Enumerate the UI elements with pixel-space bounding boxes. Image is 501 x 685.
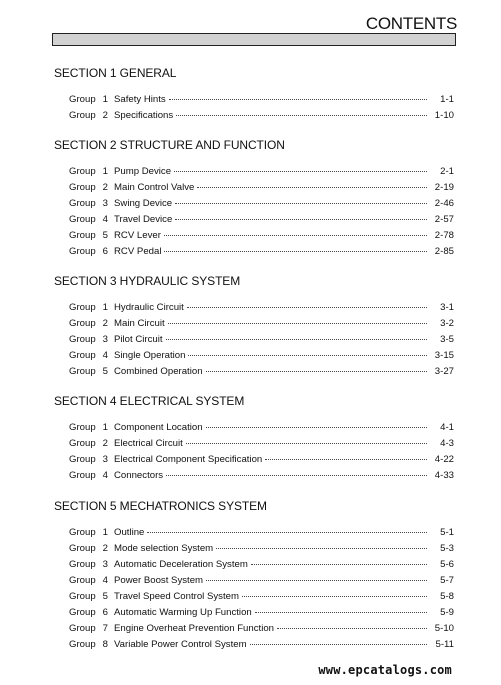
- section-heading: SECTION 2 STRUCTURE AND FUNCTION: [54, 138, 285, 152]
- page-number: 2-19: [434, 182, 454, 193]
- entry-title: Variable Power Control System: [114, 639, 247, 650]
- group-number: 1: [102, 166, 108, 177]
- entry-title: Outline: [114, 527, 145, 538]
- page-number: 2-46: [434, 198, 454, 209]
- toc-section-3: [54, 274, 454, 382]
- group-label: Group: [69, 230, 96, 241]
- toc-entry[interactable]: [54, 575, 454, 591]
- toc-entry[interactable]: [54, 607, 454, 623]
- toc-section-1: [54, 66, 454, 126]
- group-number: 2: [102, 110, 108, 121]
- entry-title: Pilot Circuit: [114, 334, 163, 345]
- toc-entry[interactable]: [54, 639, 454, 655]
- page-number: 5-9: [440, 607, 454, 618]
- title-bar: [52, 33, 456, 46]
- entry-title: Connectors: [114, 470, 164, 481]
- group-number: 3: [102, 559, 108, 570]
- dot-leader: [250, 644, 427, 645]
- page-number: 2-57: [434, 214, 454, 225]
- group-number: 6: [102, 607, 108, 618]
- entry-title: Engine Overheat Prevention Function: [114, 623, 274, 634]
- page-number: 3-5: [440, 334, 454, 345]
- toc-section-4: [54, 394, 454, 486]
- toc-entry[interactable]: [54, 318, 454, 334]
- group-number: 5: [102, 230, 108, 241]
- group-label: Group: [69, 454, 96, 465]
- group-label: Group: [69, 591, 96, 602]
- dot-leader: [175, 219, 427, 220]
- dot-leader: [166, 475, 427, 476]
- toc-entry[interactable]: [54, 366, 454, 382]
- section-heading: SECTION 5 MECHATRONICS SYSTEM: [54, 499, 267, 513]
- entry-title: RCV Lever: [114, 230, 161, 241]
- entry-title: Swing Device: [114, 198, 173, 209]
- page-number: 2-78: [434, 230, 454, 241]
- dot-leader: [175, 203, 427, 204]
- dot-leader: [216, 548, 427, 549]
- page-number: 5-8: [440, 591, 454, 602]
- page-number: 4-3: [440, 438, 454, 449]
- entry-title: Power Boost System: [114, 575, 204, 586]
- toc-entry[interactable]: [54, 623, 454, 639]
- section-heading: SECTION 3 HYDRAULIC SYSTEM: [54, 274, 241, 288]
- entry-title: Specifications: [114, 110, 174, 121]
- entry-title: Single Operation: [114, 350, 186, 361]
- page-number: 1-10: [434, 110, 454, 121]
- toc-entry[interactable]: [54, 527, 454, 543]
- page-number: 5-6: [440, 559, 454, 570]
- group-label: Group: [69, 470, 96, 481]
- group-label: Group: [69, 422, 96, 433]
- dot-leader: [164, 251, 427, 252]
- dot-leader: [186, 443, 427, 444]
- group-label: Group: [69, 182, 96, 193]
- group-label: Group: [69, 94, 96, 105]
- entry-title: RCV Pedal: [114, 246, 162, 257]
- dot-leader: [255, 612, 427, 613]
- dot-leader: [197, 187, 427, 188]
- entry-title: Automatic Warming Up Function: [114, 607, 252, 618]
- entry-title: Safety Hints: [114, 94, 166, 105]
- entry-title: Combined Operation: [114, 366, 203, 377]
- entry-title: Mode selection System: [114, 543, 214, 554]
- group-number: 1: [102, 527, 108, 538]
- toc-list: [54, 166, 454, 262]
- toc-entry[interactable]: [54, 94, 454, 110]
- page-number: 5-3: [440, 543, 454, 554]
- toc-entry[interactable]: [54, 543, 454, 559]
- group-label: Group: [69, 559, 96, 570]
- page-number: 3-1: [440, 302, 454, 313]
- page-number: 5-10: [434, 623, 454, 634]
- dot-leader: [147, 532, 427, 533]
- entry-title: Electrical Component Specification: [114, 454, 263, 465]
- dot-leader: [188, 355, 427, 356]
- group-label: Group: [69, 110, 96, 121]
- toc-entry[interactable]: [54, 166, 454, 182]
- toc-entry[interactable]: [54, 214, 454, 230]
- group-label: Group: [69, 639, 96, 650]
- toc-entry[interactable]: [54, 591, 454, 607]
- toc-section-2: [54, 138, 454, 262]
- group-label: Group: [69, 527, 96, 538]
- toc-entry[interactable]: [54, 198, 454, 214]
- dot-leader: [206, 371, 427, 372]
- group-label: Group: [69, 246, 96, 257]
- toc-list: [54, 422, 454, 486]
- page-title: CONTENTS: [365, 14, 457, 33]
- toc-section-5: [54, 499, 454, 655]
- group-label: Group: [69, 166, 96, 177]
- dot-leader: [166, 339, 427, 340]
- toc-entry[interactable]: [54, 438, 454, 454]
- group-number: 1: [102, 94, 108, 105]
- group-label: Group: [69, 214, 96, 225]
- watermark: www.epcatalogs.com: [318, 663, 452, 677]
- group-number: 8: [102, 639, 108, 650]
- dot-leader: [187, 307, 427, 308]
- group-number: 2: [102, 182, 108, 193]
- page-number: 2-1: [440, 166, 454, 177]
- group-label: Group: [69, 366, 96, 377]
- section-heading: SECTION 4 ELECTRICAL SYSTEM: [54, 394, 245, 408]
- toc-entry[interactable]: [54, 559, 454, 575]
- toc-entry[interactable]: [54, 350, 454, 366]
- page-number: 4-1: [440, 422, 454, 433]
- group-number: 4: [102, 575, 108, 586]
- toc-entry[interactable]: [54, 422, 454, 438]
- group-label: Group: [69, 438, 96, 449]
- group-number: 5: [102, 366, 108, 377]
- toc-entry[interactable]: [54, 470, 454, 486]
- group-label: Group: [69, 623, 96, 634]
- toc-entry[interactable]: [54, 246, 454, 262]
- group-label: Group: [69, 607, 96, 618]
- group-number: 2: [102, 438, 108, 449]
- toc-list: [54, 94, 454, 126]
- group-label: Group: [69, 198, 96, 209]
- group-label: Group: [69, 334, 96, 345]
- dot-leader: [242, 596, 427, 597]
- dot-leader: [164, 235, 427, 236]
- group-number: 5: [102, 591, 108, 602]
- dot-leader: [176, 115, 427, 116]
- dot-leader: [168, 323, 427, 324]
- page-number: 5-7: [440, 575, 454, 586]
- entry-title: Hydraulic Circuit: [114, 302, 184, 313]
- group-number: 4: [102, 214, 108, 225]
- dot-leader: [169, 99, 427, 100]
- dot-leader: [265, 459, 427, 460]
- entry-title: Pump Device: [114, 166, 172, 177]
- group-number: 7: [102, 623, 108, 634]
- page-number: 4-33: [434, 470, 454, 481]
- group-number: 2: [102, 318, 108, 329]
- group-label: Group: [69, 302, 96, 313]
- toc-entry[interactable]: [54, 454, 454, 470]
- entry-title: Travel Speed Control System: [114, 591, 239, 602]
- group-number: 2: [102, 543, 108, 554]
- dot-leader: [206, 580, 427, 581]
- group-number: 3: [102, 334, 108, 345]
- page-number: 1-1: [440, 94, 454, 105]
- entry-title: Automatic Deceleration System: [114, 559, 248, 570]
- dot-leader: [206, 427, 427, 428]
- group-number: 3: [102, 198, 108, 209]
- toc-list: [54, 527, 454, 655]
- group-number: 4: [102, 350, 108, 361]
- page-number: 2-85: [434, 246, 454, 257]
- page-number: 3-15: [434, 350, 454, 361]
- page-number: 3-2: [440, 318, 454, 329]
- group-number: 4: [102, 470, 108, 481]
- dot-leader: [251, 564, 427, 565]
- group-number: 1: [102, 422, 108, 433]
- dot-leader: [277, 628, 427, 629]
- toc-entry[interactable]: [54, 182, 454, 198]
- entry-title: Travel Device: [114, 214, 173, 225]
- entry-title: Electrical Circuit: [114, 438, 183, 449]
- dot-leader: [174, 171, 427, 172]
- group-number: 1: [102, 302, 108, 313]
- entry-title: Main Control Valve: [114, 182, 195, 193]
- toc-entry[interactable]: [54, 110, 454, 126]
- group-number: 6: [102, 246, 108, 257]
- page-number: 5-1: [440, 527, 454, 538]
- section-heading: SECTION 1 GENERAL: [54, 66, 177, 80]
- page-number: 5-11: [435, 639, 454, 650]
- page-number: 3-27: [434, 366, 454, 377]
- entry-title: Main Circuit: [114, 318, 165, 329]
- toc-list: [54, 302, 454, 382]
- toc-entry[interactable]: [54, 230, 454, 246]
- entry-title: Component Location: [114, 422, 203, 433]
- group-label: Group: [69, 318, 96, 329]
- page-number: 4-22: [434, 454, 454, 465]
- toc-entry[interactable]: [54, 302, 454, 318]
- group-label: Group: [69, 543, 96, 554]
- group-label: Group: [69, 575, 96, 586]
- group-label: Group: [69, 350, 96, 361]
- toc-entry[interactable]: [54, 334, 454, 350]
- group-number: 3: [102, 454, 108, 465]
